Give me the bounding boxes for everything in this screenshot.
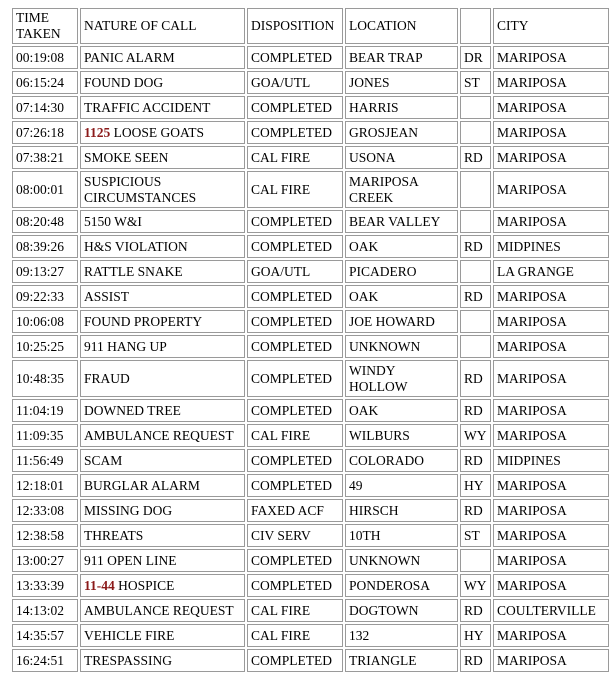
cell-time: 08:00:01 [12,171,78,208]
cell-location: JONES [345,71,458,94]
header-suffix [460,8,491,44]
cell-city: MARIPOSA [493,210,609,233]
header-nature-of-call: NATURE OF CALL [80,8,245,44]
table-row [12,121,609,144]
cell-time: 07:14:30 [12,96,78,119]
table-row [12,260,609,283]
cell-city: MARIPOSA [493,310,609,333]
nature-text: LOOSE GOATS [113,124,205,140]
table-row [12,96,609,119]
cell-time: 11:56:49 [12,449,78,472]
cell-disposition: COMPLETED [247,285,343,308]
table-row [12,285,609,308]
call-code: 1125 [84,124,111,140]
cell-city: MARIPOSA [493,96,609,119]
header-time-taken: TIME TAKEN [12,8,78,44]
nature-text: 911 OPEN LINE [84,552,177,568]
table-row [12,624,609,647]
cell-time: 10:48:35 [12,360,78,397]
cell-time: 07:38:21 [12,146,78,169]
cell-nature-of-call [80,424,245,447]
cell-nature-of-call [80,549,245,572]
cell-location: WILBURS [345,424,458,447]
cell-nature-of-call [80,210,245,233]
header-location: LOCATION [345,8,458,44]
header-disposition: DISPOSITION [247,8,343,44]
nature-text: FOUND DOG [84,74,164,90]
table-row [12,574,609,597]
table-row [12,549,609,572]
nature-text: AMBULANCE REQUEST [84,427,234,443]
cell-disposition: COMPLETED [247,399,343,422]
call-log-table [10,6,611,674]
cell-nature-of-call [80,46,245,69]
cell-city: MARIPOSA [493,360,609,397]
nature-text: AMBULANCE REQUEST [84,602,234,618]
nature-text: PANIC ALARM [84,49,175,65]
table-row [12,335,609,358]
nature-text: SMOKE SEEN [84,149,169,165]
cell-location: COLORADO [345,449,458,472]
cell-suffix: RD [460,285,491,308]
cell-suffix: RD [460,599,491,622]
table-row [12,146,609,169]
nature-text: TRAFFIC ACCIDENT [84,99,211,115]
cell-suffix [460,260,491,283]
cell-city: COULTERVILLE [493,599,609,622]
cell-location: WINDY HOLLOW [345,360,458,397]
cell-nature-of-call [80,235,245,258]
cell-location: PICADERO [345,260,458,283]
nature-text: SCAM [84,452,123,468]
cell-nature-of-call [80,335,245,358]
cell-nature-of-call [80,574,245,597]
cell-location: MARIPOSA CREEK [345,171,458,208]
cell-suffix: HY [460,474,491,497]
cell-suffix: ST [460,524,491,547]
cell-nature-of-call [80,260,245,283]
cell-time: 10:25:25 [12,335,78,358]
header-row [12,8,609,44]
cell-location: TRIANGLE [345,649,458,672]
cell-city: MARIPOSA [493,499,609,522]
cell-time: 16:24:51 [12,649,78,672]
cell-suffix: ST [460,71,491,94]
cell-nature-of-call [80,360,245,397]
cell-nature-of-call [80,399,245,422]
cell-nature-of-call [80,121,245,144]
cell-disposition: COMPLETED [247,574,343,597]
cell-location: USONA [345,146,458,169]
nature-text: ASSIST [84,288,130,304]
cell-city: MARIPOSA [493,624,609,647]
cell-suffix: RD [460,360,491,397]
cell-disposition: COMPLETED [247,449,343,472]
table-row [12,524,609,547]
cell-location: HARRIS [345,96,458,119]
nature-text: FOUND PROPERTY [84,313,203,329]
cell-time: 10:06:08 [12,310,78,333]
cell-suffix: WY [460,574,491,597]
table-row [12,171,609,208]
cell-time: 12:38:58 [12,524,78,547]
cell-time: 00:19:08 [12,46,78,69]
cell-location: DOGTOWN [345,599,458,622]
cell-disposition: COMPLETED [247,210,343,233]
cell-city: MARIPOSA [493,146,609,169]
cell-city: MARIPOSA [493,649,609,672]
cell-disposition: CIV SERV [247,524,343,547]
cell-city: MARIPOSA [493,171,609,208]
cell-nature-of-call [80,599,245,622]
nature-text: FRAUD [84,370,130,386]
cell-disposition: CAL FIRE [247,146,343,169]
table-row [12,46,609,69]
cell-time: 07:26:18 [12,121,78,144]
cell-suffix [460,310,491,333]
cell-disposition: COMPLETED [247,549,343,572]
cell-disposition: COMPLETED [247,335,343,358]
cell-suffix [460,549,491,572]
cell-suffix: RD [460,449,491,472]
cell-time: 09:13:27 [12,260,78,283]
cell-time: 14:35:57 [12,624,78,647]
cell-suffix: RD [460,399,491,422]
cell-city: MARIPOSA [493,121,609,144]
cell-location: BEAR TRAP [345,46,458,69]
table-row [12,649,609,672]
cell-city: MARIPOSA [493,574,609,597]
cell-disposition: COMPLETED [247,649,343,672]
cell-nature-of-call [80,146,245,169]
nature-text: VEHICLE FIRE [84,627,175,643]
cell-location: HIRSCH [345,499,458,522]
nature-text: MISSING DOG [84,502,173,518]
cell-suffix: WY [460,424,491,447]
cell-nature-of-call [80,96,245,119]
cell-city: MARIPOSA [493,285,609,308]
cell-location: PONDEROSA [345,574,458,597]
cell-suffix [460,335,491,358]
cell-suffix [460,96,491,119]
cell-suffix [460,210,491,233]
cell-location: 49 [345,474,458,497]
cell-disposition: COMPLETED [247,46,343,69]
cell-disposition: CAL FIRE [247,599,343,622]
cell-disposition: COMPLETED [247,235,343,258]
cell-suffix [460,121,491,144]
cell-location: OAK [345,235,458,258]
cell-time: 14:13:02 [12,599,78,622]
table-row [12,499,609,522]
cell-city: MARIPOSA [493,399,609,422]
cell-suffix: DR [460,46,491,69]
table-row [12,424,609,447]
cell-disposition: CAL FIRE [247,171,343,208]
cell-nature-of-call [80,499,245,522]
nature-text: DOWNED TREE [84,402,181,418]
cell-suffix: HY [460,624,491,647]
cell-disposition: COMPLETED [247,310,343,333]
table-row [12,474,609,497]
cell-time: 11:09:35 [12,424,78,447]
call-code: 11-44 [84,577,115,593]
table-row [12,71,609,94]
cell-disposition: COMPLETED [247,96,343,119]
cell-suffix: RD [460,649,491,672]
cell-nature-of-call [80,310,245,333]
table-row [12,399,609,422]
table-row [12,449,609,472]
nature-text: HOSPICE [118,577,175,593]
cell-nature-of-call [80,624,245,647]
table-row [12,235,609,258]
cell-time: 08:20:48 [12,210,78,233]
cell-disposition: COMPLETED [247,360,343,397]
nature-text: SUSPICIOUS CIRCUMSTANCES [84,173,197,205]
cell-nature-of-call [80,171,245,208]
cell-time: 12:33:08 [12,499,78,522]
nature-text: TRESPASSING [84,652,173,668]
cell-time: 06:15:24 [12,71,78,94]
cell-city: MARIPOSA [493,549,609,572]
cell-location: OAK [345,285,458,308]
cell-time: 08:39:26 [12,235,78,258]
cell-disposition: CAL FIRE [247,424,343,447]
cell-time: 09:22:33 [12,285,78,308]
cell-time: 13:00:27 [12,549,78,572]
nature-text: RATTLE SNAKE [84,263,183,279]
cell-city: MIDPINES [493,449,609,472]
cell-city: MARIPOSA [493,46,609,69]
cell-location: BEAR VALLEY [345,210,458,233]
cell-suffix: RD [460,499,491,522]
cell-suffix: RD [460,235,491,258]
cell-suffix [460,171,491,208]
nature-text: 911 HANG UP [84,338,167,354]
cell-disposition: COMPLETED [247,121,343,144]
nature-text: H&S VIOLATION [84,238,188,254]
cell-location: 132 [345,624,458,647]
table-row [12,310,609,333]
cell-nature-of-call [80,649,245,672]
cell-nature-of-call [80,524,245,547]
table-row [12,210,609,233]
cell-city: MARIPOSA [493,424,609,447]
cell-disposition: FAXED ACF [247,499,343,522]
cell-nature-of-call [80,71,245,94]
cell-location: 10TH [345,524,458,547]
nature-text: THREATS [84,527,144,543]
call-log-body [12,46,609,672]
cell-city: MIDPINES [493,235,609,258]
cell-location: JOE HOWARD [345,310,458,333]
cell-location: GROSJEAN [345,121,458,144]
nature-text: 5150 W&I [84,213,142,229]
cell-location: UNKNOWN [345,549,458,572]
cell-time: 12:18:01 [12,474,78,497]
cell-nature-of-call [80,285,245,308]
cell-disposition: GOA/UTL [247,71,343,94]
cell-disposition: CAL FIRE [247,624,343,647]
header-city: CITY [493,8,609,44]
cell-location: UNKNOWN [345,335,458,358]
cell-city: MARIPOSA [493,335,609,358]
cell-city: LA GRANGE [493,260,609,283]
cell-city: MARIPOSA [493,474,609,497]
cell-suffix: RD [460,146,491,169]
cell-time: 11:04:19 [12,399,78,422]
cell-disposition: GOA/UTL [247,260,343,283]
cell-disposition: COMPLETED [247,474,343,497]
table-row [12,599,609,622]
cell-nature-of-call [80,474,245,497]
cell-city: MARIPOSA [493,524,609,547]
cell-time: 13:33:39 [12,574,78,597]
cell-nature-of-call [80,449,245,472]
nature-text: BURGLAR ALARM [84,477,200,493]
cell-city: MARIPOSA [493,71,609,94]
cell-location: OAK [345,399,458,422]
table-row [12,360,609,397]
